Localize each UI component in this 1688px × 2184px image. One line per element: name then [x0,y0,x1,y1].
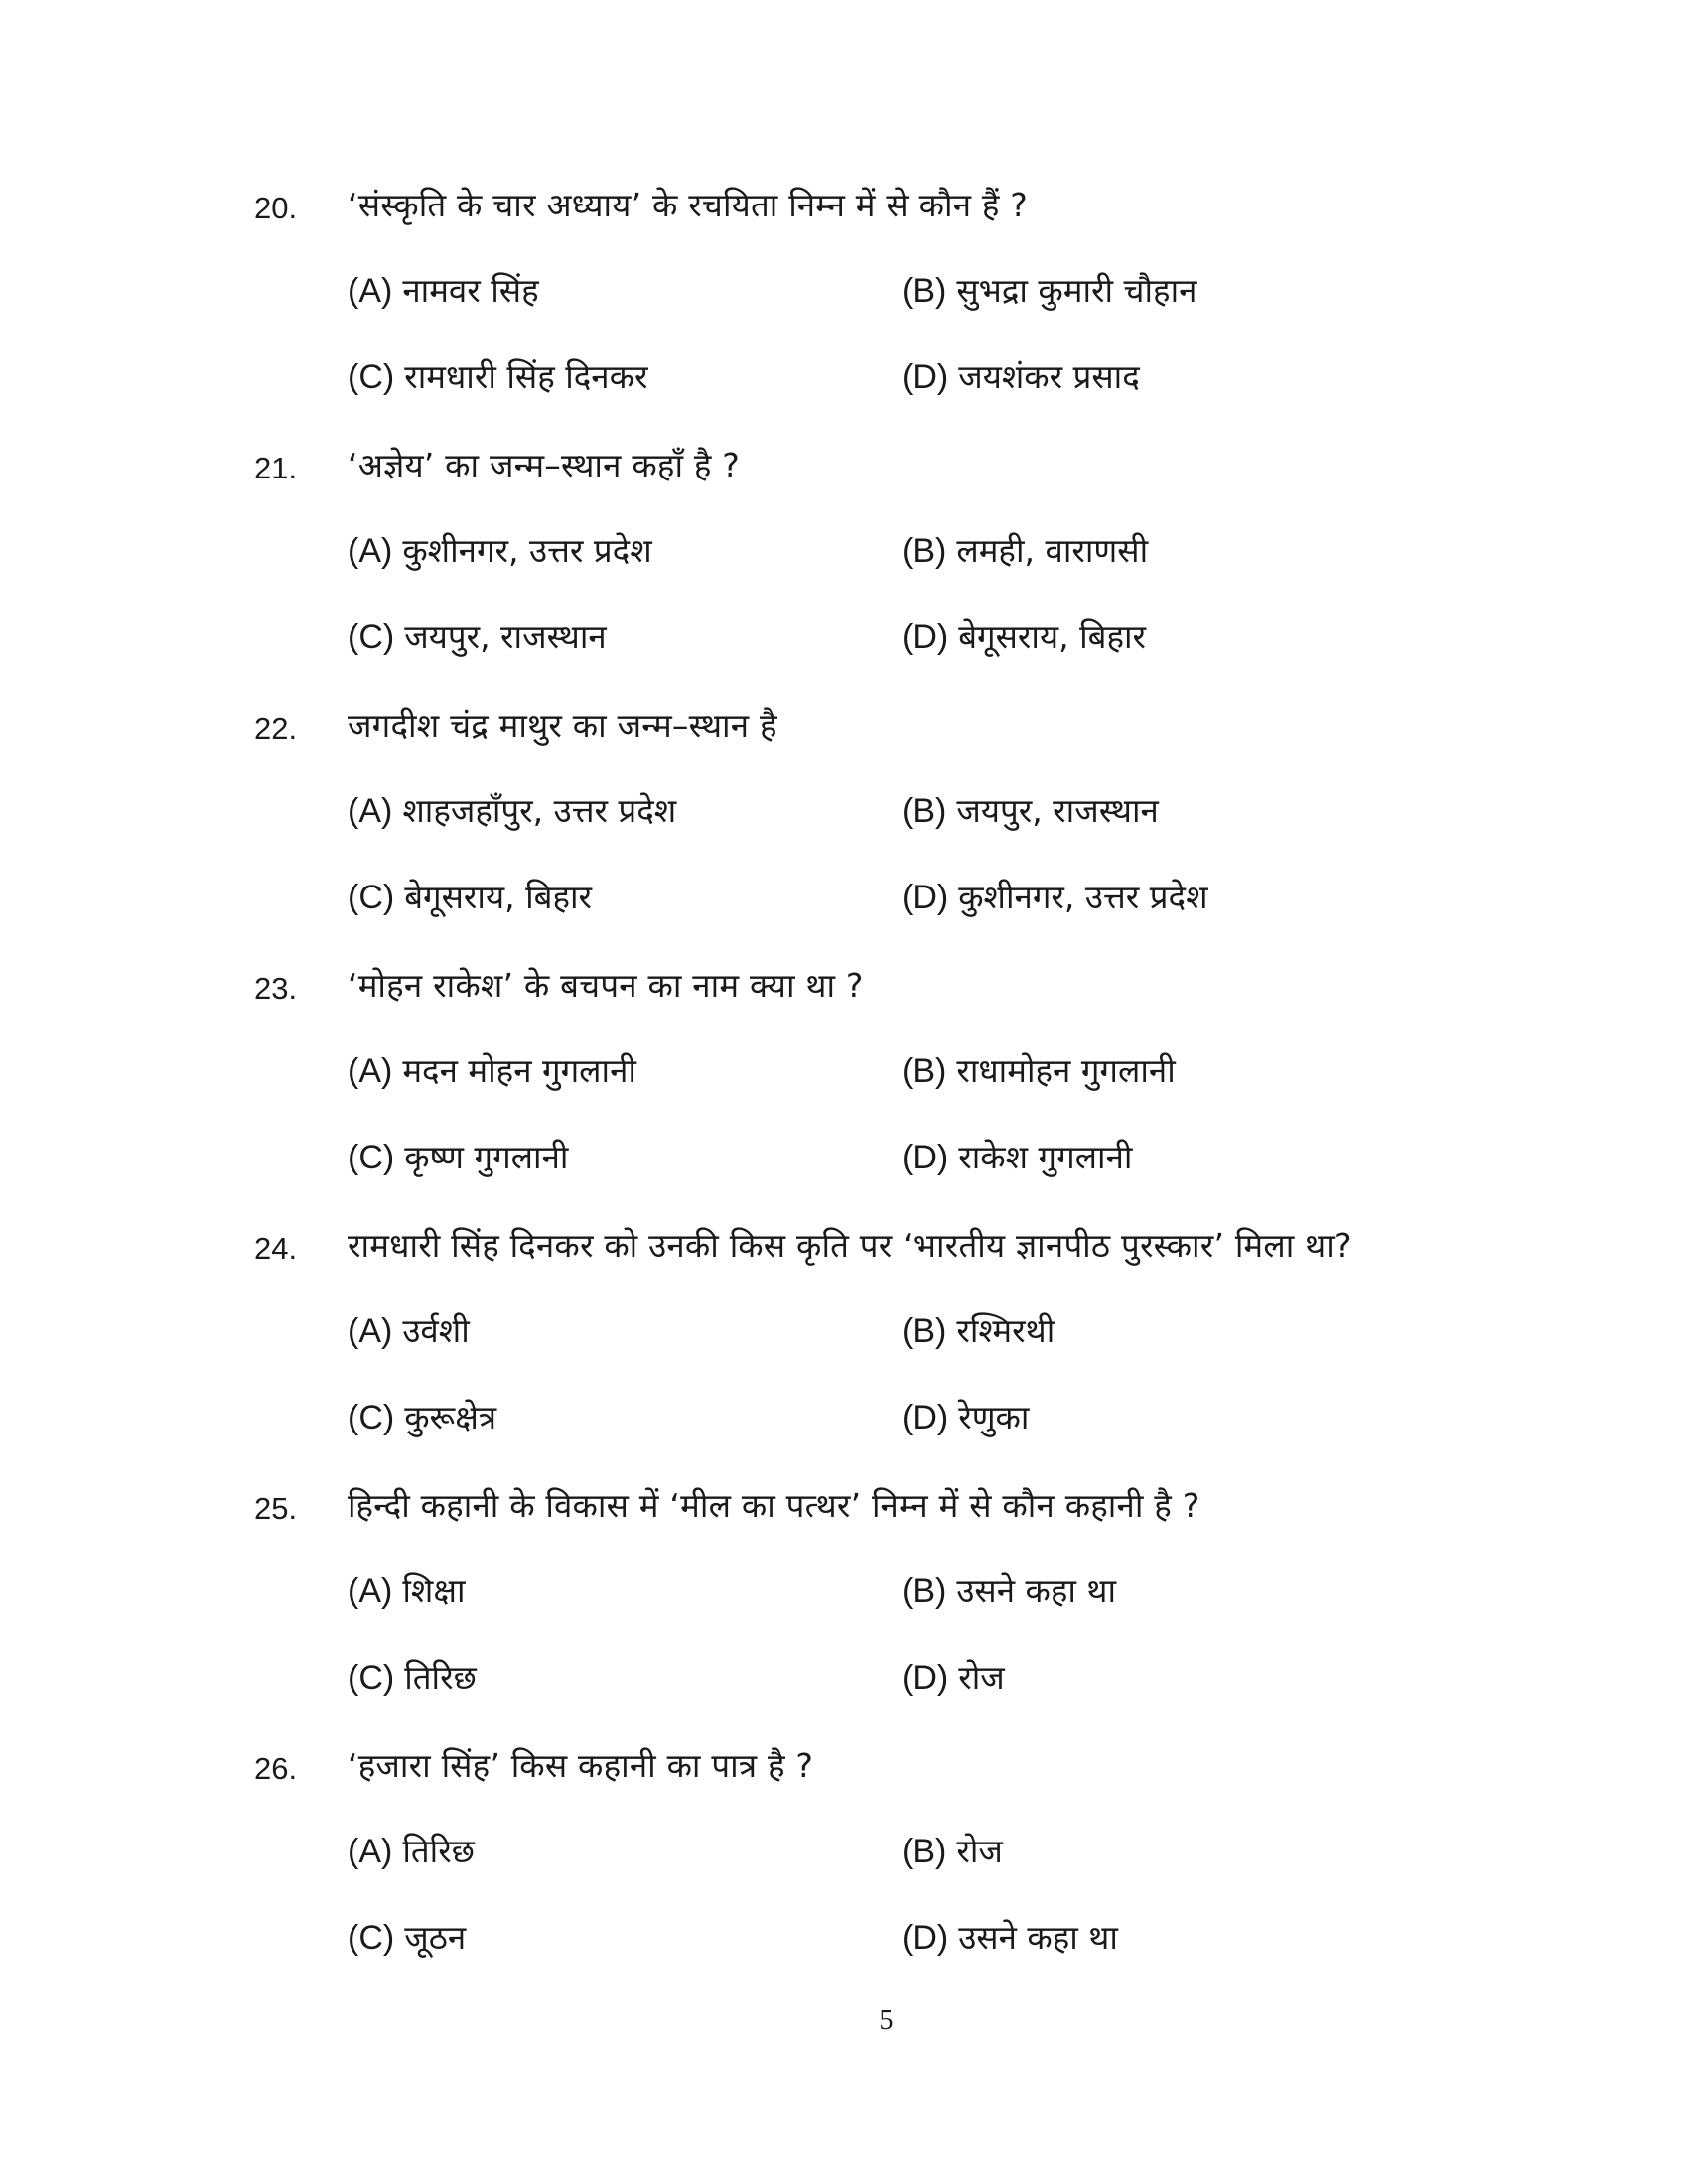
option-letter: (D) [902,618,949,656]
option-d [902,1135,1132,1180]
option-b [902,1308,1055,1354]
option-d [902,875,1208,920]
option-a [348,1048,636,1094]
option-letter: (D) [902,1919,949,1957]
option-letter: (B) [902,532,947,570]
option-text: रश्मिरथी [956,1311,1055,1350]
option-text: राकेश गुगलानी [958,1138,1133,1176]
option-d [902,1395,1029,1440]
page-number: 5 [879,2005,894,2036]
option-text: तिरिछ [404,1658,477,1697]
option-text: शिक्षा [402,1571,466,1610]
option-b [902,1829,1003,1874]
option-letter: (D) [902,1399,949,1436]
option-a [348,1829,475,1874]
option-letter: (B) [902,792,947,830]
option-text: उर्वशी [402,1311,470,1350]
option-d [902,354,1140,400]
option-text: बेगूसराय, बिहार [404,878,593,916]
option-text: नामवर सिंह [402,271,539,310]
option-text: सुभद्रा कुमारी चौहान [956,271,1197,310]
option-letter: (B) [902,1833,947,1870]
option-letter: (B) [902,1052,947,1090]
option-letter: (C) [348,358,395,396]
option-b [902,528,1148,574]
option-text: लमही, वाराणसी [956,531,1149,570]
question-text: जगदीश चंद्र माथुर का जन्म–स्थान है [348,706,777,745]
option-letter: (B) [902,272,947,310]
option-letter: (C) [348,1399,395,1436]
option-letter: (C) [348,1659,395,1697]
option-c [348,354,647,400]
option-letter: (B) [902,1312,947,1350]
question-number: 25. [254,1491,298,1526]
question-number: 22. [254,711,298,746]
option-d [902,1915,1118,1961]
option-b [902,788,1159,834]
option-a [348,1569,466,1614]
option-text: जूठन [404,1918,467,1957]
option-text: रोज [956,1832,1003,1870]
option-c [348,1915,466,1961]
option-a [348,528,652,574]
question-number: 21. [254,451,298,485]
question-text: रामधारी सिंह दिनकर को उनकी किस कृति पर ‘भारतीय ज्ञानपीठ पुरस्कार’ मिला था? [348,1226,1352,1265]
option-text: मदन मोहन गुगलानी [402,1051,636,1090]
option-letter: (A) [348,1833,393,1870]
option-text: शाहजहाँपुर, उत्तर प्रदेश [402,791,677,830]
option-text: कृष्ण गुगलानी [404,1138,569,1176]
option-text: जयशंकर प्रसाद [958,357,1140,396]
option-b [902,1048,1176,1094]
option-c [348,1655,477,1701]
option-text: रेणुका [958,1398,1030,1436]
option-text: उसने कहा था [958,1918,1118,1957]
option-text: रामधारी सिंह दिनकर [404,357,648,396]
option-text: जयपुर, राजस्थान [404,617,607,656]
option-b [902,268,1196,314]
option-letter: (D) [902,1659,949,1697]
option-letter: (A) [348,532,393,570]
option-b [902,1569,1116,1614]
option-letter: (B) [902,1572,947,1610]
option-letter: (C) [348,879,395,916]
option-letter: (D) [902,358,949,396]
option-a [348,788,676,834]
option-letter: (D) [902,1139,949,1176]
option-a [348,1308,470,1354]
option-text: कुशीनगर, उत्तर प्रदेश [402,531,652,570]
option-letter: (C) [348,1139,395,1176]
option-text: कुशीनगर, उत्तर प्रदेश [958,878,1208,916]
question-text: ‘हजारा सिंह’ किस कहानी का पात्र है ? [348,1746,814,1785]
option-letter: (A) [348,272,393,310]
option-text: राधामोहन गुगलानी [956,1051,1176,1090]
option-d [902,614,1146,660]
option-text: उसने कहा था [956,1571,1117,1610]
option-text: तिरिछ [402,1832,475,1870]
question-number: 26. [254,1751,298,1786]
option-c [348,875,592,920]
question-text: हिन्दी कहानी के विकास में ‘मील का पत्थर’ निम्न में से कौन कहानी है ? [348,1486,1200,1525]
option-letter: (D) [902,879,949,916]
question-text: ‘संस्कृति के चार अध्याय’ के रचयिता निम्न में से कौन हैं ? [348,186,1029,224]
option-c [348,614,607,660]
option-letter: (C) [348,1919,395,1957]
option-text: रोज [958,1658,1005,1697]
option-text: बेगूसराय, बिहार [958,617,1147,656]
option-letter: (A) [348,1312,393,1350]
option-c [348,1135,568,1180]
option-letter: (A) [348,1572,393,1610]
question-number: 20. [254,191,298,225]
option-letter: (A) [348,1052,393,1090]
option-a [348,268,539,314]
option-text: कुरूक्षेत्र [404,1398,497,1436]
question-number: 24. [254,1231,298,1266]
option-text: जयपुर, राजस्थान [956,791,1159,830]
option-c [348,1395,496,1440]
option-letter: (A) [348,792,393,830]
question-text: ‘अज्ञेय’ का जन्म–स्थान कहाँ है ? [348,446,741,484]
question-text: ‘मोहन राकेश’ के बचपन का नाम क्या था ? [348,966,864,1005]
option-d [902,1655,1005,1701]
option-letter: (C) [348,618,395,656]
question-number: 23. [254,971,298,1006]
